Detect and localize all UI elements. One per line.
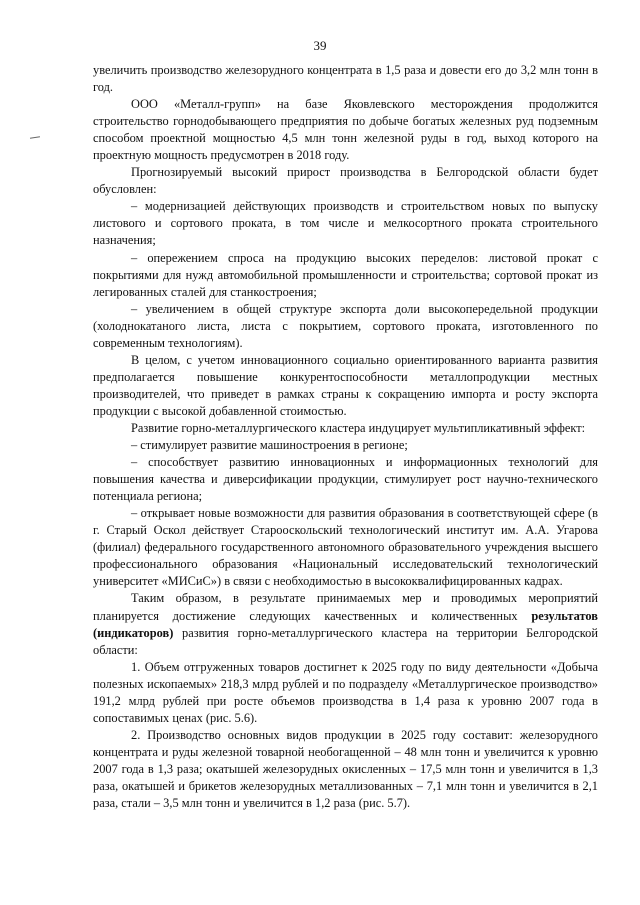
paragraph: В целом, с учетом инновационного социально ориентированного варианта развития предполагается повышение конкурентоспособности металлопродукции местных производителей, что приведет в рамках страны к сокращению импорта и росту экспорта продукции с высокой добавленной стоимостью. <box>93 352 598 418</box>
summary-text: Таким образом, в результате принимаемых мер и проводимых мероприятий планируется достижение следующих качественных и количественных <box>93 591 598 623</box>
summary-paragraph <box>93 590 598 658</box>
margin-pen-mark <box>30 136 40 138</box>
page-body <box>93 62 598 812</box>
paragraph: ООО «Металл-групп» на базе Яковлевского месторождения продолжится строительство горнодобывающего предприятия по добыче богатых железных руд подземным способом проектной мощностью 4,5 млн тонн железной руды в год, выход которого на проектную мощность предусмотрен в 2018 году. <box>93 97 598 163</box>
paragraph: Развитие горно-металлургического кластера индуцирует мультипликативный эффект: <box>131 420 586 435</box>
page-number: 39 <box>313 38 327 53</box>
list-item: – открывает новые возможности для развития образования в соответствующей сфере (в г. Старый Оскол действует Старооскольский технологический институт им. А.А. Угарова (филиал) федерального государственного автономного образовательного учреждения высшего профессионального образования «Национальный исследовательский технологический университет «МИСиС») в связи с необходимостью в высококвалифицированных кадрах. <box>93 506 598 589</box>
paragraph: увеличить производство железорудного концентрата в 1,5 раза и довести его до 3,2 млн тонн в год. <box>93 63 598 95</box>
list-item: – увеличением в общей структуре экспорта доли высокопередельной продукции (холоднокатаного листа, листа с покрытием, сортового проката, изготовленного по современным технологиям). <box>93 301 598 350</box>
summary-text-end: развития горно-металлургического кластера на территории Белгородской области: <box>93 625 598 657</box>
numbered-item: 1. Объем отгруженных товаров достигнет к 2025 году по виду деятельности «Добыча полезных ископаемых» 218,3 млрд рублей и по подразделу «Металлургическое производство» 191,2 млрд рублей при росте объемов производства в 1,4 раза к уровню 2007 года в сопоставимых ценах (рис. 5.6). <box>93 659 598 725</box>
numbered-item: 2. Производство основных видов продукции в 2025 году составит: железорудного концентрата и руды железной товарной необогащенной – 48 млн тонн и увеличится к уровню 2007 года в 1,3 раза; окатышей железорудных окисленных – 17,5 млн тонн и увеличится в 1,3 раза, окатышей и брикетов железорудных металлизованных – 7,1 млн тонн и увеличится в 2,1 раза, стали – 3,5 млн тонн и увеличится в 1,2 раза (рис. 5.7). <box>93 727 598 811</box>
list-item: – опережением спроса на продукцию высоких переделов: листовой прокат с покрытиями для нужд автомобильной промышленности и строительства; сортовой прокат из легированных сталей для станкостроения; <box>93 250 598 299</box>
summary-bold-text: результатов (индикаторов) <box>93 608 598 640</box>
list-item: – способствует развитию инновационных и информационных технологий для повышения качества и диверсификации продукции, стимулирует рост научно-технического потенциала региона; <box>93 455 598 504</box>
list-item: – стимулирует развитие машиностроения в регионе; <box>131 438 408 453</box>
paragraph: Прогнозируемый высокий прирост производства в Белгородской области будет обусловлен: <box>93 165 598 197</box>
list-item: – модернизацией действующих производств и строительством новых по выпуску листового и сортового проката, в том числе и мелкосортного проката строительного назначения; <box>93 199 598 248</box>
